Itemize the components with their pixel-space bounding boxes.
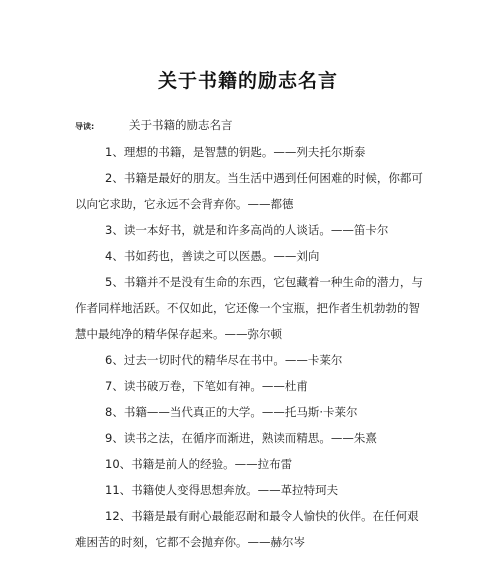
quote-paragraph: 6、过去一切时代的精华尽在书中。——卡莱尔 xyxy=(105,353,343,367)
quote-paragraph: 10、书籍是前人的经验。——拉布雷 xyxy=(105,457,293,471)
quote-paragraph: 8、书籍——当代真正的大学。——托马斯·卡莱尔 xyxy=(105,405,358,419)
quote-paragraph: 1、理想的书籍，是智慧的钥匙。——列夫托尔斯泰 xyxy=(105,145,366,159)
page-title: 关于书籍的励志名言 xyxy=(157,70,338,92)
intro-label: 导读: xyxy=(75,122,95,131)
quote-paragraph: 9、读书之法，在循序而渐进，熟读而精思。——朱熹 xyxy=(105,431,377,445)
quote-paragraph: 2、书籍是最好的朋友。当生活中遇到任何困难的时候，你都可以向它求助，它永远不会背弃你。——都德 xyxy=(75,171,423,211)
quote-paragraph: 11、书籍使人变得思想奔放。——革拉特珂夫 xyxy=(105,483,339,497)
quote-paragraph: 5、书籍并不是没有生命的东西，它包藏着一种生命的潜力，与作者同样地活跃。不仅如此，它还像一个宝瓶，把作者生机勃勃的智慧中最纯净的精华保存起来。——弥尔顿 xyxy=(75,275,423,341)
quote-paragraph: 7、读书破万卷，下笔如有神。——杜甫 xyxy=(105,379,308,393)
quote-paragraph: 4、书如药也，善读之可以医愚。——刘向 xyxy=(105,249,320,263)
quote-paragraph: 12、书籍是最有耐心最能忍耐和最令人愉快的伙伴。在任何艰难困苦的时刻，它都不会抛弃你。——赫尔岑 xyxy=(75,509,419,549)
quote-paragraph: 3、读一本好书，就是和许多高尚的人谈话。——笛卡尔 xyxy=(105,223,389,237)
intro-text: 关于书籍的励志名言 xyxy=(129,118,233,132)
